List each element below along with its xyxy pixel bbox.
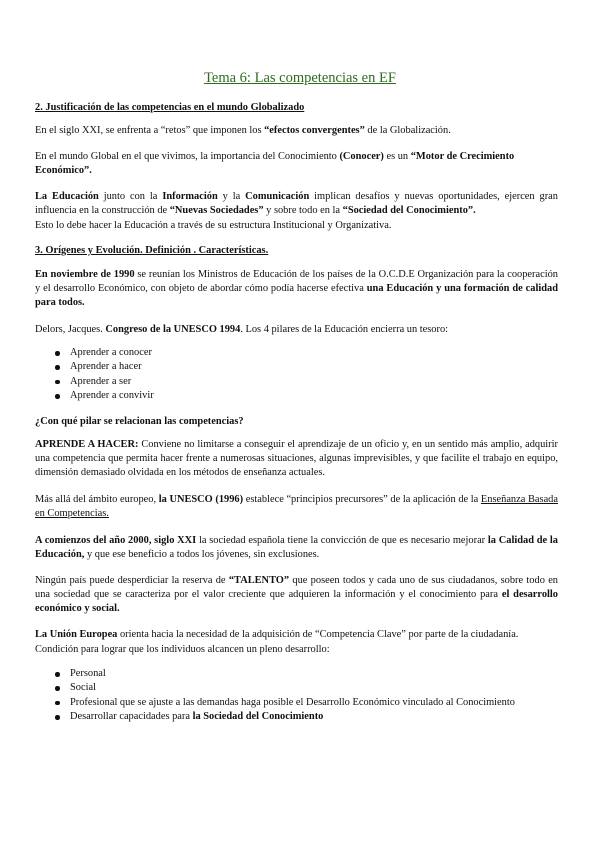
text-run: Conviene no limitarse a conseguir el aprendizaje de un oficio y, en un sentido más amplio, adquirir una competencia que permita hacer frente a numerosas situaciones, algunas imprevisibles, y que facilite el trabajo en equipo, dimensión demasiado olvidada en los métodos de enseñanza actuales. bbox=[35, 439, 558, 479]
text-run: . Los 4 pilares de la Educación encierra un tesoro: bbox=[240, 324, 449, 335]
list-item: Profesional que se ajuste a las demandas haga posible el Desarrollo Económico vinculado al Conocimiento bbox=[35, 696, 565, 710]
list-item: Aprender a hacer bbox=[35, 360, 565, 374]
s3-paragraph-3 bbox=[35, 438, 558, 481]
s2-paragraph-3 bbox=[35, 190, 558, 218]
list-item: Aprender a conocer bbox=[35, 346, 565, 360]
list-item: Aprender a convivir bbox=[35, 389, 565, 403]
text-run-bold: una Educación y una formación de calidad para todos. bbox=[35, 283, 558, 309]
s3-paragraph-1 bbox=[35, 268, 558, 311]
text-run-bold: En noviembre de 1990 bbox=[35, 269, 135, 280]
text-run-bold: “Motor de Crecimiento Económico”. bbox=[35, 151, 515, 177]
competencies-question bbox=[35, 415, 558, 429]
s2-paragraph-2 bbox=[35, 150, 558, 178]
list-item bbox=[35, 710, 565, 724]
text-run: Ningún país puede desperdiciar la reserva de bbox=[35, 575, 229, 586]
text-run: y que ese beneficio a todos los jóvenes, sin exclusiones. bbox=[84, 549, 320, 561]
s3-paragraph-7 bbox=[35, 628, 558, 642]
text-run-bold: “TALENTO” bbox=[228, 575, 290, 586]
text-run-bold: “efectos convergentes” bbox=[264, 125, 365, 136]
text-run-bold: (Conocer) bbox=[339, 151, 384, 162]
text-run: se reunían los Ministros de Educación de los países de la O.C.D.E Organización para la cooperación y el desarrollo Económico, con objeto de abordar cómo podía hacerse efectiva bbox=[35, 269, 558, 295]
s3-paragraph-2 bbox=[35, 323, 558, 337]
text-run: y la bbox=[217, 191, 246, 202]
pillars-list bbox=[35, 346, 565, 404]
list-item: Aprender a ser bbox=[35, 375, 565, 389]
text-run-bold: Comunicación bbox=[245, 191, 310, 202]
text-run: que poseen todos y cada uno de sus ciudadanos, sobre todo en una sociedad que se caracteriza por el valor creciente que adquieren la información y el conocimiento para bbox=[35, 575, 558, 601]
s3-paragraph-8: Condición para lograr que los individuos alcancen un pleno desarrollo: bbox=[35, 644, 330, 655]
text-run-bold: A comienzos del año 2000, siglo XXI bbox=[35, 535, 197, 546]
text-run-bold: “Sociedad del Conocimiento”. bbox=[342, 205, 476, 217]
text-run: Desarrollar capacidades para bbox=[70, 711, 193, 723]
page-title: Tema 6: Las competencias en EF bbox=[204, 70, 396, 86]
list-item: Social bbox=[35, 681, 565, 695]
text-run: establece “principios precursores” de la aplicación de la bbox=[243, 494, 481, 505]
s3-paragraph-4 bbox=[35, 493, 558, 521]
text-run-bold: la Calidad de la Educación, bbox=[35, 535, 559, 561]
s3-paragraph-6 bbox=[35, 574, 558, 617]
section-3-heading: 3. Orígenes y Evolución. Definición . Características. bbox=[35, 245, 269, 256]
text-run-bold: Información bbox=[162, 191, 218, 202]
text-run-bold: la UNESCO (1996) bbox=[158, 494, 244, 505]
text-run-bold: La Unión Europea bbox=[35, 629, 118, 640]
text-run-bold: el desarrollo económico y social. bbox=[35, 589, 558, 615]
text-run-bold: la Sociedad del Conocimiento bbox=[192, 711, 324, 723]
text-run-bold: Congreso de la UNESCO 1994 bbox=[105, 324, 241, 335]
text-run: Delors, Jacques. bbox=[35, 324, 106, 335]
text-run: junto con la bbox=[98, 191, 163, 202]
text-run: implican desafíos y nuevas oportunidades, ejercen gran influencia en la construcción de bbox=[35, 191, 558, 217]
text-run-bold: ¿Con qué pilar se relacionan las competencias? bbox=[35, 416, 244, 427]
text-run: de la Globalización. bbox=[364, 125, 451, 136]
s3-paragraph-5 bbox=[35, 534, 558, 562]
text-run: es un bbox=[383, 151, 411, 162]
text-run: la sociedad española tiene la convicción de que es necesario mejorar bbox=[196, 535, 488, 546]
list-item: Personal bbox=[35, 667, 565, 681]
text-run-bold: APRENDE A HACER: bbox=[35, 439, 139, 450]
text-run: En el siglo XXI, se enfrenta a “retos” que imponen los bbox=[35, 125, 265, 136]
text-run: En el mundo Global en el que vivimos, la importancia del Conocimiento bbox=[35, 151, 340, 162]
text-run: y sobre todo en la bbox=[263, 205, 343, 217]
development-list bbox=[35, 667, 565, 725]
text-run: orienta hacia la necesidad de la adquisición de “Competencia Clave” por parte de la ciudadanía. bbox=[117, 629, 519, 640]
text-run-bold: La Educación bbox=[35, 191, 99, 202]
s2-paragraph-1 bbox=[35, 124, 558, 138]
section-2-heading: 2. Justificación de las competencias en el mundo Globalizado bbox=[35, 102, 305, 113]
text-run-underlined: Enseñanza Basada en Competencias. bbox=[35, 494, 558, 520]
s2-paragraph-4: Esto lo debe hacer la Educación a través de su estructura Institucional y Organizativa. bbox=[35, 220, 392, 231]
text-run-bold: “Nuevas Sociedades” bbox=[169, 205, 264, 217]
text-run: Más allá del ámbito europeo, bbox=[35, 494, 159, 505]
